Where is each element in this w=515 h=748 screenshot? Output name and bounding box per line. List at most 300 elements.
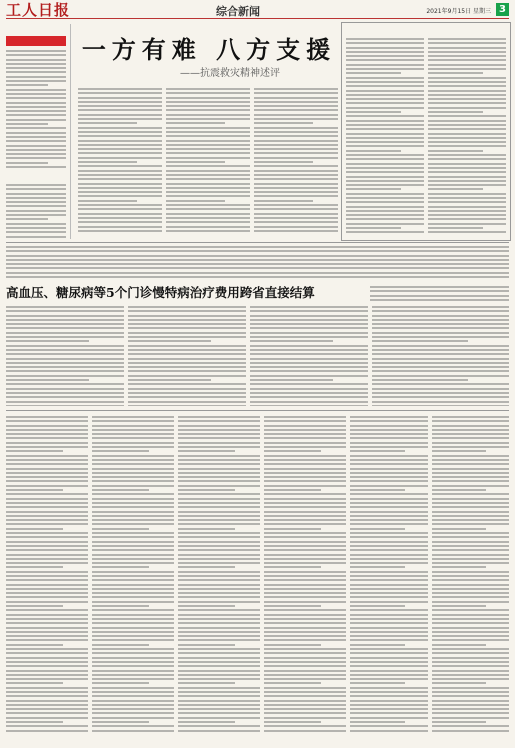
text-line [264,670,346,672]
text-line [350,639,428,641]
lead-column-2 [166,88,250,238]
text-line [432,644,486,646]
text-line [428,51,506,53]
text-line [350,480,428,482]
text-line [432,554,509,556]
masthead [6,2,509,19]
text-line [254,105,338,107]
text-line [264,622,346,624]
text-line [254,140,338,142]
text-line [250,392,368,394]
text-line [264,579,346,581]
text-line [350,665,428,667]
text-line [78,157,162,159]
text-line [264,661,346,663]
text-line [350,674,428,676]
text-line [178,566,235,568]
text-line [350,691,428,693]
text-line [346,81,424,83]
text-line [432,635,509,637]
text-line [254,157,338,159]
text-line [166,208,250,210]
boxed-article [341,22,511,241]
text-line [6,502,88,504]
sidebar-body-2 [6,184,66,239]
text-line [6,127,66,129]
text-line [178,437,260,439]
text-line [432,459,509,461]
text-line [92,545,174,547]
text-line [264,420,346,422]
text-line [178,601,260,603]
text-line [92,700,174,702]
text-line [264,502,346,504]
text-line [264,437,346,439]
section-divider [6,242,509,243]
text-line [428,42,506,44]
text-line [178,519,260,521]
text-line [128,340,211,342]
text-line [6,459,88,461]
text-line [372,383,509,385]
text-line [166,213,250,215]
text-line [128,396,246,398]
text-line [6,433,88,435]
text-line [92,674,174,676]
text-line [178,463,260,465]
text-line [92,635,174,637]
text-line [178,592,260,594]
text-line [6,528,63,530]
text-line [264,566,321,568]
text-line [6,712,88,714]
text-line [178,584,260,586]
text-line [6,71,66,73]
text-line [428,90,506,92]
text-line [264,511,346,513]
text-line [128,336,246,338]
text-line [6,188,66,190]
text-line [254,200,313,202]
text-line [264,674,346,676]
text-line [346,197,424,199]
text-line [428,128,506,130]
text-line [254,230,338,232]
text-line [6,721,63,723]
text-line [264,429,346,431]
text-line [166,221,250,223]
text-line [178,631,260,633]
text-line [432,674,509,676]
text-line [6,648,88,650]
text-line [166,92,250,94]
text-line [166,230,250,232]
text-line [178,712,260,714]
text-line [6,592,88,594]
text-line [264,442,346,444]
text-line [264,472,346,474]
text-line [178,639,260,641]
text-line [178,627,260,629]
text-line [92,704,174,706]
feature-column-2 [128,306,246,406]
text-line [264,652,346,654]
text-line [428,150,483,152]
text-line [78,213,162,215]
text-line [254,114,338,116]
text-line [432,661,509,663]
text-line [178,493,260,495]
text-line [432,579,509,581]
text-line [432,717,509,719]
text-line [428,231,506,233]
text-line [92,627,174,629]
text-line [178,635,260,637]
text-line [432,614,509,616]
text-line [264,485,346,487]
text-line [254,144,338,146]
text-line [250,379,333,381]
text-line [428,81,506,83]
text-line [346,137,424,139]
text-line [78,195,162,197]
text-line [428,124,506,126]
text-line [92,562,174,564]
text-line [428,188,483,190]
text-line [6,276,509,278]
text-line [6,674,88,676]
text-line [350,463,428,465]
text-line [6,480,88,482]
text-line [6,554,88,556]
text-line [432,657,509,659]
text-line [432,416,509,418]
text-line [178,657,260,659]
text-line [178,644,235,646]
text-line [432,725,509,727]
text-line [6,50,66,52]
text-line [166,226,250,228]
text-line [350,446,428,448]
newspaper-logo: 工人日报 [6,1,71,19]
text-line [346,133,424,135]
text-line [432,528,486,530]
text-line [372,379,468,381]
text-line [432,609,509,611]
text-line [350,627,428,629]
text-line [92,549,174,551]
text-line [92,622,174,624]
text-line [92,687,174,689]
issue-date: 2021年9月15日 星期三 [426,8,491,15]
text-line [250,310,368,312]
text-line [350,588,428,590]
text-line [6,708,88,710]
text-line [166,183,250,185]
text-line [254,97,338,99]
text-line [372,375,509,377]
text-line [346,59,424,61]
text-line [92,592,174,594]
text-line [92,678,174,680]
text-line [92,682,149,684]
text-line [432,549,509,551]
text-line [78,109,162,111]
text-line [432,541,509,543]
text-line [350,549,428,551]
text-line [350,523,428,525]
text-line [350,541,428,543]
text-line [92,558,174,560]
text-line [92,485,174,487]
text-line [78,97,162,99]
text-line [264,523,346,525]
section-name: 综合新闻 [216,5,260,18]
text-line [432,596,509,598]
text-line [350,700,428,702]
text-line [346,120,424,122]
text-line [178,609,260,611]
text-line [346,115,424,117]
text-line [254,161,313,163]
text-line [6,622,88,624]
text-line [6,523,88,525]
text-line [372,358,509,360]
text-line [166,105,250,107]
text-line [178,721,235,723]
text-line [264,519,346,521]
text-line [428,218,506,220]
text-line [178,588,260,590]
text-line [92,532,174,534]
text-line [166,195,250,197]
text-line [6,166,66,168]
text-line [264,631,346,633]
text-line [92,536,174,538]
text-line [432,545,509,547]
text-line [250,349,368,351]
text-line [250,319,368,321]
text-line [350,493,428,495]
text-line [264,665,346,667]
text-line [78,200,137,202]
text-line [432,584,509,586]
text-line [78,152,162,154]
feature-column-3 [250,306,368,406]
text-line [178,700,260,702]
text-line [350,584,428,586]
text-line [6,506,88,508]
text-line [264,493,346,495]
text-line [264,416,346,418]
text-line [166,122,225,124]
text-line [350,652,428,654]
text-line [92,416,174,418]
text-line [254,122,313,124]
text-line [254,221,338,223]
text-line [346,231,424,233]
text-line [350,571,428,573]
text-line [254,187,338,189]
text-line [178,596,260,598]
text-line [6,652,88,654]
boxed-column-2 [428,38,506,236]
text-line [78,178,162,180]
text-line [92,498,174,500]
text-line [432,665,509,667]
text-line [166,178,250,180]
text-line [6,267,509,269]
text-line [372,340,468,342]
text-line [432,618,509,620]
text-line [372,349,509,351]
text-line [6,149,66,151]
text-line [346,68,424,70]
text-line [6,84,48,86]
text-line [372,396,509,398]
text-line [178,455,260,457]
text-line [78,174,162,176]
text-line [346,124,424,126]
text-line [428,201,506,203]
text-line [372,370,509,372]
text-line [254,208,338,210]
text-line [92,420,174,422]
bottom-column-5 [350,416,428,736]
text-line [178,515,260,517]
text-line [6,336,124,338]
text-line [6,392,124,394]
text-line [92,691,174,693]
text-line [92,575,174,577]
text-line [92,708,174,710]
text-line [6,420,88,422]
text-line [6,446,88,448]
text-line [6,682,63,684]
text-line [264,614,346,616]
text-line [6,498,88,500]
text-line [92,455,174,457]
text-line [428,145,506,147]
text-line [178,571,260,573]
text-line [92,425,174,427]
text-line [6,353,124,355]
text-line [178,682,235,684]
sidebar-body [6,50,66,170]
text-line [254,92,338,94]
text-line [372,323,509,325]
text-line [78,230,162,232]
text-line [432,695,509,697]
text-line [350,721,405,723]
text-line [372,401,509,403]
text-line [432,627,509,629]
text-line [128,405,246,406]
text-line [6,429,88,431]
text-line [78,131,162,133]
text-line [372,405,509,406]
text-line [92,480,174,482]
text-line [92,511,174,513]
text-line [6,725,88,727]
text-line [128,379,211,381]
text-line [78,221,162,223]
text-line [6,468,88,470]
text-line [264,476,346,478]
text-line [432,700,509,702]
text-line [264,700,346,702]
text-line [6,214,66,216]
text-line [250,340,333,342]
text-line [6,345,124,347]
text-line [432,687,509,689]
text-line [6,319,124,321]
text-line [178,433,260,435]
text-line [78,165,162,167]
text-line [6,89,66,91]
text-line [6,153,66,155]
text-line [78,88,162,90]
text-line [428,171,506,173]
text-line [92,639,174,641]
text-line [6,119,66,121]
text-line [346,180,424,182]
text-line [250,323,368,325]
text-line [350,489,405,491]
text-line [264,450,321,452]
text-line [6,442,88,444]
text-line [432,670,509,672]
text-line [6,605,63,607]
text-line [350,678,428,680]
text-line [346,64,424,66]
text-line [372,366,509,368]
text-line [350,545,428,547]
text-line [264,691,346,693]
text-line [432,450,486,452]
text-line [92,463,174,465]
text-line [128,375,246,377]
text-line [264,708,346,710]
text-line [346,158,424,160]
text-line [92,644,149,646]
text-line [432,566,486,568]
lower-divider [6,410,509,411]
text-line [346,176,424,178]
text-line [350,511,428,513]
text-line [350,648,428,650]
text-line [432,446,509,448]
text-line [428,176,506,178]
text-line [78,144,162,146]
text-line [92,472,174,474]
text-line [178,476,260,478]
text-line [92,670,174,672]
text-line [264,725,346,727]
text-line [178,485,260,487]
text-line [370,299,509,301]
text-line [432,622,509,624]
text-line [92,657,174,659]
text-line [178,425,260,427]
text-line [254,195,338,197]
text-line [178,614,260,616]
text-line [428,85,506,87]
text-line [350,657,428,659]
text-line [250,405,368,406]
text-line [372,336,509,338]
text-line [92,489,149,491]
